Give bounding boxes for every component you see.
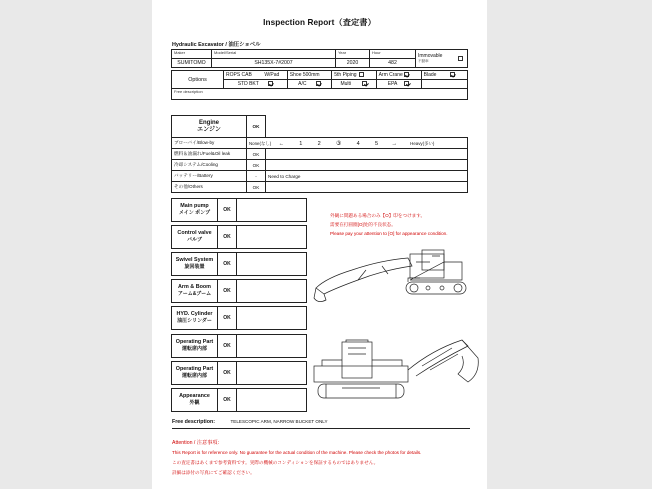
cooling-status: OK [247,160,266,171]
attention-line1: This Report is for reference only. No guarantee for the actual condition of the machine. Please check the photos for details. [172,450,422,455]
immovable-checkbox[interactable] [458,56,463,61]
opt-std-bkt: STD BKT [224,80,288,89]
component-box [171,225,307,249]
excavator-rear-view-icon [314,340,478,398]
component-status: OK [218,253,237,276]
multi-checkbox[interactable] [362,81,367,86]
component-name: Control valve バルブ [172,226,218,249]
opt-multi: Multi [332,80,376,89]
opt-arm-crane: Arm Crane [376,71,421,80]
immovable-label: Immovable [418,53,443,59]
opt-rops-cab: ROPS CAB [224,71,263,80]
year-value: 2020 [336,59,370,68]
component-box [171,252,307,276]
model-label: Model/Serial [212,50,336,59]
cooling-note [266,160,468,171]
component-status: OK [218,199,237,222]
component-note [237,280,307,303]
component-box [171,198,307,222]
report-title: Inspection Report（査定書） [263,18,376,27]
others-label: その他/Others [172,182,247,193]
free-description [172,419,470,429]
opt-shoe: Shoe 500mm [287,71,331,80]
component-status: OK [218,362,237,385]
component-box [171,306,307,330]
component-box [171,279,307,303]
excavator-diagram [312,248,482,414]
component-name: Swivel System 旋回装置 [172,253,218,276]
component-name: Arm & Boom アーム&ブーム [172,280,218,303]
free-description-label: Free description [172,89,468,100]
opt-empty [421,80,467,89]
attention-block [172,438,421,478]
epa-checkbox[interactable] [404,81,409,86]
appearance-notes [330,211,447,238]
component-box [171,388,307,412]
note-jp: 外観に問題ある場合のみ【O】印をつけます。 [330,213,426,218]
component-note [237,226,307,249]
engine-heading: Engine エンジン [172,116,247,138]
maker-value: SUMITOMO [172,59,212,68]
free-description-title: Free description: [172,419,215,425]
arm-crane-checkbox[interactable] [404,72,409,77]
component-status: OK [218,307,237,330]
battery-status: - [247,171,266,182]
opt-5th-piping: 5th Piping [332,71,376,80]
options-table [171,70,468,100]
year-label: Year [336,50,370,59]
component-note [237,335,307,358]
others-note [266,182,468,193]
machine-type: Hydraulic Excavator / 油圧ショベル [172,42,261,48]
opt-ac: A/C [287,80,331,89]
component-note [237,307,307,330]
component-name: Appearance 外観 [172,389,218,412]
attention-line2: この査定書はあくまで参考資料です。実際の機械のコンディションを保証するものではありません。 [172,460,379,465]
component-name: Operating Part 運転席内部 [172,362,218,385]
blowby-label: ブローバイ/Blow-by [172,138,247,149]
fuel-oil-leak-status: OK [247,149,266,160]
component-box [171,334,307,358]
immovable-cell [416,50,468,68]
fuel-oil-leak-label: 燃料＆油漏れ/Fuel&Oil leak [172,149,247,160]
blade-checkbox[interactable] [450,72,455,77]
maker-label: Maker [172,50,212,59]
hour-label: Hour [370,50,416,59]
excavator-side-view-icon [314,250,466,302]
battery-label: バッテリー/Battery [172,171,247,182]
component-status: OK [218,335,237,358]
blowby-scale: None(なし) ← 1 2 ③ 4 5 → Heavy(多い) [247,138,468,149]
component-note [237,253,307,276]
options-label: Options [172,71,224,89]
component-note [237,362,307,385]
inspection-sheet [152,0,487,489]
opt-epa: EPA [376,80,421,89]
spec-table [171,49,468,68]
component-note [237,389,307,412]
engine-heading-blank [266,116,468,138]
component-status: OK [218,280,237,303]
component-box [171,361,307,385]
component-status: OK [218,389,237,412]
component-note [237,199,307,222]
opt-wpad: W/Pad [262,71,287,80]
ac-checkbox[interactable] [316,81,321,86]
engine-status: OK [247,116,266,138]
immovable-jp: 不動車 [418,59,429,63]
component-name: HYD. Cylinder 油圧シリンダー [172,307,218,330]
others-status: OK [247,182,266,193]
attention-line3: 詳細は添付の写真にてご確認ください。 [172,470,255,475]
hour-value: 482 [370,59,416,68]
component-name: Operating Part 運転席内部 [172,335,218,358]
engine-table [171,115,468,193]
cooling-label: 冷却システム/Cooling [172,160,247,171]
attention-title: Attention / 注意事項： [172,440,223,446]
model-value: SH135X-7#2007 [212,59,336,68]
note-cn: 需要在打圆圈[O]处的不良状态。 [330,222,396,227]
5th-piping-checkbox[interactable] [359,72,364,77]
std-bkt-checkbox[interactable] [268,81,273,86]
opt-blade: Blade [421,71,467,80]
component-status: OK [218,226,237,249]
battery-note: Need to Charge [266,171,468,182]
note-en: Please pay your attention to [O] for appearance condition. [330,231,448,236]
component-name: Main pump メイン ポンプ [172,199,218,222]
free-description-text: TELESCOPIC ARM, NARROW BUCKET ONLY [230,419,328,424]
fuel-oil-leak-note [266,149,468,160]
